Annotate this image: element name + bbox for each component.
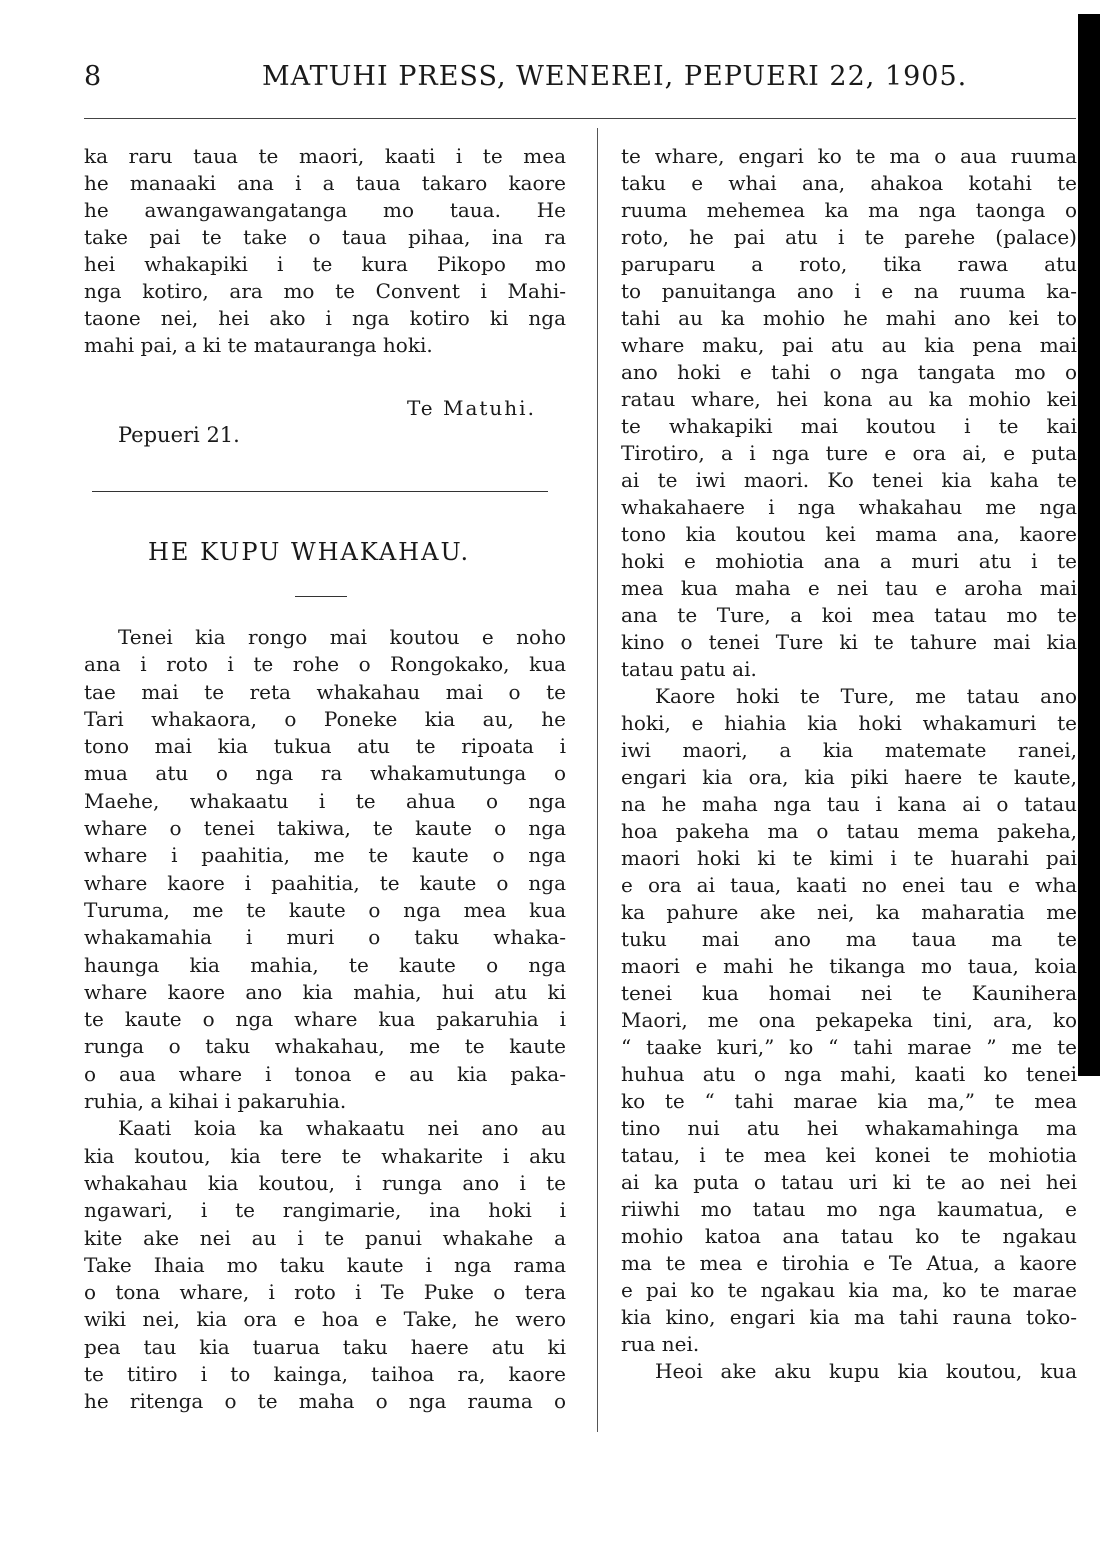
text-line: huhua atu o nga mahi, kaati ko tenei — [621, 1062, 1077, 1086]
text-line: mea kua maha e nei tau e aroha mai — [621, 576, 1077, 600]
text-line: paruparu a roto, tika rawa atu — [621, 252, 1077, 276]
text-line: taone nei, hei ako i nga kotiro ki nga — [84, 306, 566, 330]
text-line: tatau, i te mea kei konei te mohiotia — [621, 1143, 1077, 1167]
text-line: “ taake kuri,” ko “ tahi marae ” me te — [621, 1035, 1077, 1059]
text-line: ka pahure ake nei, ka maharatia me — [621, 900, 1077, 924]
text-line: Maehe, whakaatu i te ahua o nga — [84, 788, 566, 813]
page-edge-shadow — [1078, 14, 1100, 1076]
column-divider — [597, 128, 598, 1432]
text-line: ruhia, a kihai i pakaruhia. — [84, 1089, 347, 1114]
text-line: he ritenga o te maha o nga rauma o — [84, 1389, 566, 1414]
text-line: hoki e mohiotia ana a muri atu i te — [621, 549, 1077, 573]
text-line: he manaaki ana i a taua takaro kaore — [84, 171, 566, 195]
article-title: HE KUPU WHAKAHAU. — [148, 538, 471, 566]
text-line: Tirotiro, a i nga ture e ora ai, e puta — [621, 441, 1077, 465]
text-line: tae mai te reta whakahau mai o te — [84, 679, 566, 704]
text-line: runga o taku whakahau, me te kaute — [84, 1034, 566, 1059]
text-line: tuku mai ano ma taua ma te — [621, 927, 1077, 951]
text-line: nga kotiro, ara mo te Convent i Mahi- — [84, 279, 566, 303]
text-line: wiki nei, kia ora e hoa e Take, he wero — [84, 1307, 566, 1332]
left-column-intro — [84, 143, 566, 359]
text-line: tono kia koutou kei mama ana, kaore — [621, 522, 1077, 546]
text-line: kia koutou, kia tere te whakarite i aku — [84, 1143, 566, 1168]
text-line: Kaati koia ka whakaatu nei ano au — [118, 1116, 566, 1141]
section-divider — [92, 491, 548, 492]
text-line: tatau patu ai. — [621, 657, 757, 681]
text-line: ano hoki e tahi o nga tangata mo o — [621, 360, 1077, 384]
text-line: Kaore hoki te Ture, me tatau ano — [655, 684, 1077, 708]
text-line: whakahaere i nga whakahau me nga — [621, 495, 1077, 519]
author-signature: Te Matuhi. — [407, 396, 536, 420]
text-line: hoki, e hiahia kia hoki whakamuri te — [621, 711, 1077, 735]
text-line: whare o tenei takiwa, te kaute o nga — [84, 816, 566, 841]
text-line: kino o tenei Ture ki te tahure mai kia — [621, 630, 1077, 654]
text-line: ana te Ture, a koi mea tatau mo te — [621, 603, 1077, 627]
text-line: te whare, engari ko te ma o aua ruuma — [621, 144, 1077, 168]
text-line: whakahau kia koutou, i runga ano i te — [84, 1170, 566, 1195]
text-line: o aua whare i tonoa e au kia paka- — [84, 1061, 566, 1086]
text-line: Turuma, me te kaute o nga mea kua — [84, 897, 566, 922]
text-line: e pai ko te ngakau kia ma, ko te marae — [621, 1278, 1077, 1302]
text-line: kite ake nei au i te panui whakahe a — [84, 1225, 566, 1250]
right-column-body — [621, 143, 1077, 1385]
text-line: o tona whare, i roto i Te Puke o tera — [84, 1280, 566, 1305]
text-line: ngawari, i te rangimarie, ina hoki i — [84, 1198, 566, 1223]
text-line: whare kaore i paahitia, te kaute o nga — [84, 870, 566, 895]
text-line: mua atu o nga ra whakamutunga o — [84, 761, 566, 786]
text-line: hei whakapiki i te kura Pikopo mo — [84, 252, 566, 276]
text-line: na he maha nga tau i kana ai o tatau — [621, 792, 1077, 816]
text-line: engari kia ora, kia piki haere te kaute, — [621, 765, 1077, 789]
text-line: Maori, me ona pekapeka tini, ara, ko — [621, 1008, 1077, 1032]
text-line: riiwhi mo tatau mo nga kaumatua, e — [621, 1197, 1077, 1221]
text-line: Tenei kia rongo mai koutou e noho — [118, 625, 566, 649]
text-line: tahi au ka mohio he mahi ano kei to — [621, 306, 1077, 330]
left-column-body — [84, 624, 566, 1416]
text-line: ana i roto i te rohe o Rongokako, kua — [84, 652, 566, 677]
text-line: rua nei. — [621, 1332, 700, 1356]
text-line: ai ka puta o tatau uri ki te ao nei hei — [621, 1170, 1077, 1194]
text-line: hoa pakeha ma o tatau mema pakeha, — [621, 819, 1077, 843]
text-line: Heoi ake aku kupu kia koutou, kua — [655, 1359, 1077, 1383]
text-line: roto, he pai atu i te parehe (palace) — [621, 225, 1077, 249]
text-line: mohio katoa ana tatau ko te ngakau — [621, 1224, 1077, 1248]
text-line: take pai te take o taua pihaa, ina ra — [84, 225, 566, 249]
text-line: ka raru taua te maori, kaati i te mea — [84, 144, 566, 168]
text-line: he awangawangatanga mo taua. He — [84, 198, 566, 222]
text-line: iwi maori, a kia matemate ranei, — [621, 738, 1077, 762]
text-line: ratau whare, hei kona au ka mohio kei — [621, 387, 1077, 411]
header-rule — [84, 118, 1076, 119]
text-line: taku e whai ana, ahakoa kotahi te — [621, 171, 1077, 195]
text-line: Take Ihaia mo taku kaute i nga rama — [84, 1252, 566, 1277]
text-line: te whakapiki mai koutou i te kai — [621, 414, 1077, 438]
text-line: whare kaore ano kia mahia, hui atu ki — [84, 979, 566, 1004]
text-line: ruuma mehemea ka ma nga taonga o — [621, 198, 1077, 222]
title-rule — [295, 596, 347, 597]
text-line: maori hoki ki te kimi i te huarahi pai — [621, 846, 1077, 870]
text-line: te kaute o nga whare kua pakaruhia i — [84, 1007, 566, 1032]
text-line: Tari whakaora, o Poneke kia au, he — [84, 706, 566, 731]
page-number: 8 — [84, 61, 102, 92]
text-line: kia kino, engari kia ma tahi rauna toko- — [621, 1305, 1077, 1329]
text-line: ma te mea e tirohia e Te Atua, a kaore — [621, 1251, 1077, 1275]
running-title: MATUHI PRESS, WENEREI, PEPUERI 22, 1905. — [262, 61, 968, 92]
text-line: te titiro i to kainga, taihoa ra, kaore — [84, 1362, 566, 1387]
text-line: haunga kia mahia, te kaute o nga — [84, 952, 566, 977]
text-line: tenei kua homai nei te Kaunihera — [621, 981, 1077, 1005]
text-line: pea tau kia tuarua taku haere atu ki — [84, 1334, 566, 1359]
text-line: whare i paahitia, me te kaute o nga — [84, 843, 566, 868]
text-line: tono mai kia tukua atu te ripoata i — [84, 734, 566, 759]
text-line: maori e mahi he tikanga mo taua, koia — [621, 954, 1077, 978]
text-line: ai te iwi maori. Ko tenei kia kaha te — [621, 468, 1077, 492]
text-line: e ora ai taua, kaati no enei tau e wha — [621, 873, 1077, 897]
text-line: ko te “ tahi marae kia ma,” te mea — [621, 1089, 1077, 1113]
text-line: to panuitanga ano i e na ruuma ka- — [621, 279, 1077, 303]
text-line: whakamahia i muri o taku whaka- — [84, 925, 566, 950]
dateline: Pepueri 21. — [118, 423, 240, 447]
text-line: mahi pai, a ki te matauranga hoki. — [84, 333, 433, 357]
text-line: tino nui atu hei whakamahinga ma — [621, 1116, 1077, 1140]
text-line: whare maku, pai atu au kia pena mai — [621, 333, 1077, 357]
